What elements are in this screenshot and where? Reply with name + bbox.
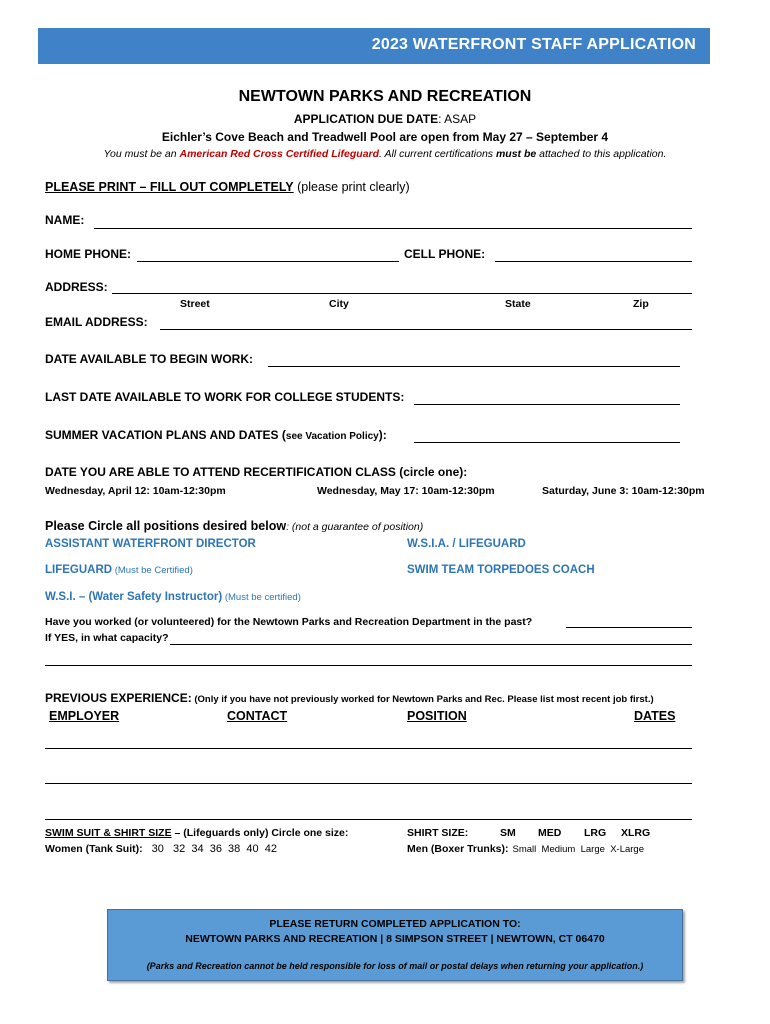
organization-name: NEWTOWN PARKS AND RECREATION — [238, 88, 532, 105]
experience-row-2[interactable] — [45, 783, 692, 784]
form-title: 2023 WATERFRONT STAFF APPLICATION — [371, 36, 696, 53]
due-date-value: : ASAP — [438, 112, 477, 126]
positions-note: : (not a guarantee of position) — [286, 521, 424, 533]
position-swim-team-coach[interactable]: SWIM TEAM TORPEDOES COACH — [407, 564, 595, 576]
last-date-field[interactable] — [414, 404, 680, 405]
men-sizes-row — [407, 843, 644, 855]
capacity-field-line-2[interactable] — [45, 665, 692, 666]
due-date-label: APPLICATION DUE DATE — [293, 112, 439, 126]
last-date-label: LAST DATE AVAILABLE TO WORK FOR COLLEGE STUDENTS: — [45, 390, 405, 404]
address-label: ADDRESS: — [45, 280, 108, 294]
home-phone-label: HOME PHONE: — [45, 247, 132, 261]
return-address: NEWTOWN PARKS AND RECREATION | 8 SIMPSON STREET | NEWTOWN, CT 06470 — [185, 933, 605, 945]
recert-option-april[interactable]: Wednesday, April 12: 10am-12:30pm — [45, 485, 226, 497]
req-text-3: attached to this application. — [536, 148, 667, 160]
name-label: NAME: — [45, 213, 85, 227]
position-wsi-label: W.S.I. – (Water Safety Instructor) — [45, 591, 223, 603]
begin-work-label: DATE AVAILABLE TO BEGIN WORK: — [45, 352, 253, 366]
vacation-text-a: SUMMER VACATION PLANS AND DATES ( — [45, 428, 286, 442]
req-certification: American Red Cross Certified Lifeguard — [179, 148, 380, 160]
swimsuit-size-label — [45, 827, 348, 839]
experience-note: (Only if you have not previously worked for Newtown Parks and Rec. Please list most recent job first.) — [191, 694, 654, 705]
zip-sublabel: Zip — [633, 298, 649, 310]
position-assistant-waterfront-director[interactable]: ASSISTANT WATERFRONT DIRECTOR — [45, 538, 256, 550]
instructions-bold: PLEASE PRINT – FILL OUT COMPLETELY — [45, 180, 294, 194]
positions-label — [45, 519, 423, 533]
positions-label-text: Please Circle all positions desired below — [45, 519, 287, 533]
past-work-answer-field[interactable] — [566, 627, 692, 628]
vacation-field[interactable] — [414, 442, 680, 443]
street-sublabel: Street — [180, 298, 210, 310]
col-dates: DATES — [634, 709, 676, 723]
swimsuit-size-note: – (Lifeguards only) Circle one size: — [171, 827, 349, 839]
home-phone-field[interactable] — [137, 261, 399, 262]
capacity-field[interactable] — [170, 644, 692, 645]
email-field[interactable] — [160, 329, 692, 330]
men-label: Men (Boxer Trunks): — [407, 843, 509, 855]
email-label: EMAIL ADDRESS: — [45, 315, 148, 329]
req-text-1: You must be an — [103, 148, 180, 160]
return-disclaimer: (Parks and Recreation cannot be held responsible for loss of mail or postal delays when returning your application.) — [146, 961, 644, 971]
col-employer: EMPLOYER — [49, 709, 120, 723]
req-must-be: must be — [495, 148, 537, 160]
position-lifeguard-label: LIFEGUARD — [45, 564, 113, 576]
shirt-size-med[interactable]: MED — [538, 827, 562, 839]
state-sublabel: State — [505, 298, 531, 310]
experience-row-1[interactable] — [45, 748, 692, 749]
col-position: POSITION — [407, 709, 467, 723]
position-lifeguard-note: (Must be Certified) — [112, 565, 193, 576]
cell-phone-label: CELL PHONE: — [404, 247, 486, 261]
instructions — [45, 180, 410, 194]
cell-phone-field[interactable] — [495, 261, 692, 262]
shirt-size-sm[interactable]: SM — [500, 827, 516, 839]
position-lifeguard[interactable] — [45, 564, 193, 576]
begin-work-field[interactable] — [268, 366, 680, 367]
experience-heading — [45, 689, 654, 707]
shirt-size-label: SHIRT SIZE: — [407, 827, 469, 839]
open-dates: Eichler’s Cove Beach and Treadwell Pool are open from May 27 – September 4 — [161, 130, 609, 144]
position-wsia-lifeguard[interactable]: W.S.I.A. / LIFEGUARD — [407, 538, 526, 550]
address-field[interactable] — [112, 293, 692, 294]
capacity-label: If YES, in what capacity? — [45, 632, 169, 644]
women-size-options[interactable]: 30 32 34 36 38 40 42 — [151, 843, 277, 855]
return-info-box — [107, 909, 683, 981]
position-wsi[interactable] — [45, 591, 301, 603]
experience-row-3[interactable] — [45, 819, 692, 820]
men-size-options[interactable]: Small Medium Large X-Large — [512, 844, 644, 855]
experience-label: PREVIOUS EXPERIENCE: — [45, 691, 192, 705]
shirt-size-xlrg[interactable]: XLRG — [621, 827, 651, 839]
recert-label: DATE YOU ARE ABLE TO ATTEND RECERTIFICATION CLASS (circle one): — [45, 465, 468, 479]
col-contact: CONTACT — [227, 709, 288, 723]
women-sizes-row — [45, 843, 277, 855]
swimsuit-size-title: SWIM SUIT & SHIRT SIZE — [45, 827, 172, 839]
due-date — [0, 112, 770, 126]
city-sublabel: City — [329, 298, 349, 310]
header-banner — [38, 28, 710, 64]
position-wsi-note: (Must be certified) — [222, 592, 301, 603]
name-field[interactable] — [94, 228, 692, 229]
women-label: Women (Tank Suit): — [45, 843, 143, 855]
past-work-question: Have you worked (or volunteered) for the Newtown Parks and Recreation Department in the past? — [45, 616, 533, 628]
shirt-size-lrg[interactable]: LRG — [584, 827, 607, 839]
vacation-label — [45, 428, 387, 442]
recert-option-june[interactable]: Saturday, June 3: 10am-12:30pm — [542, 485, 705, 497]
vacation-text-c: ): — [378, 428, 387, 442]
req-text-2: . All current certifications — [379, 148, 496, 160]
recert-option-may[interactable]: Wednesday, May 17: 10am-12:30pm — [317, 485, 495, 497]
instructions-normal: (please print clearly) — [293, 180, 410, 194]
return-heading: PLEASE RETURN COMPLETED APPLICATION TO: — [269, 918, 521, 930]
requirement-note — [0, 148, 770, 160]
vacation-policy-link: see Vacation Policy — [285, 431, 379, 442]
